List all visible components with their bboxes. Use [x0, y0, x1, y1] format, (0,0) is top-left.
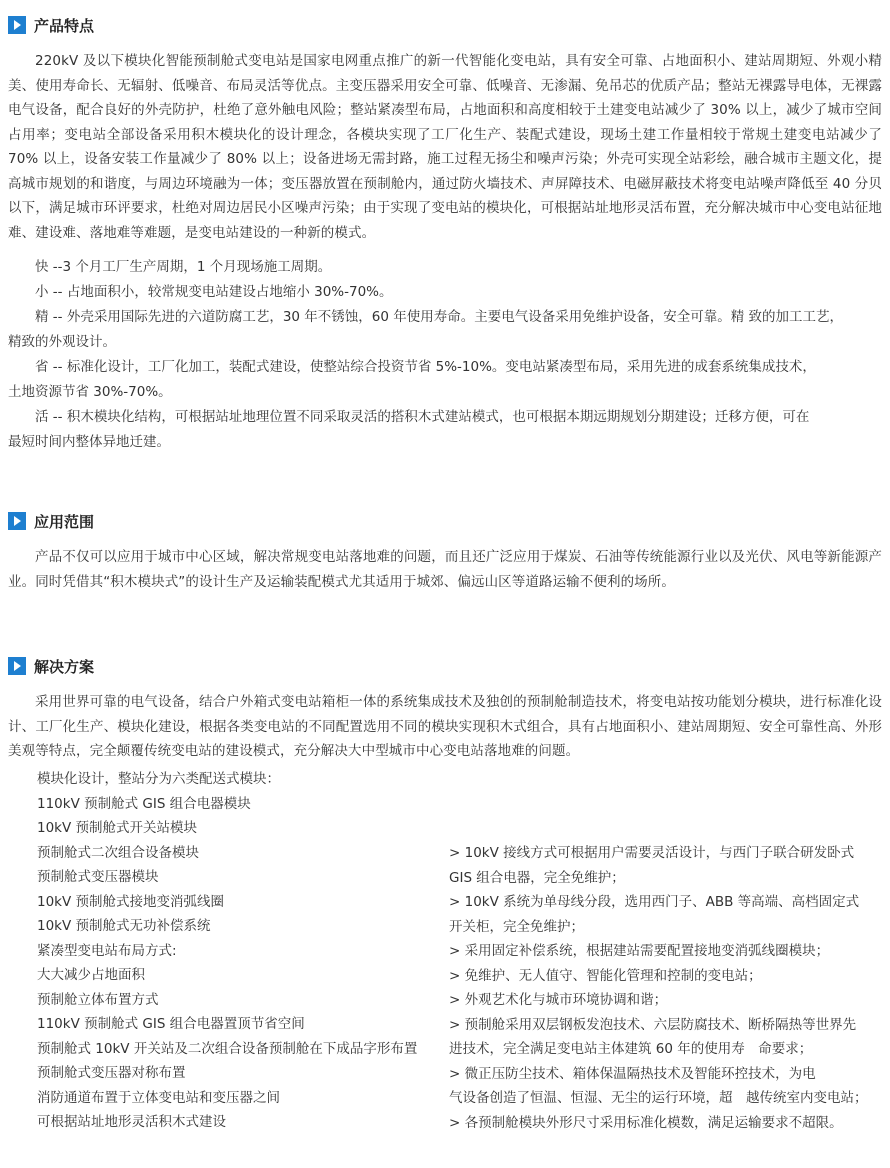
list-item: 消防通道布置于立体变电站和变压器之间 — [37, 1089, 280, 1106]
list-item: > 采用固定补偿系统，根据建站需要配置接地变消弧线圈模块； — [449, 943, 830, 959]
scope-heading — [8, 510, 94, 532]
list-item: 紧凑型变电站布局方式: — [37, 942, 177, 959]
feature-fine-line2: 精致的外观设计。 — [8, 334, 116, 350]
list-item: > 外观艺术化与城市环境协调和谐； — [449, 992, 668, 1008]
list-item: 预制舱式变压器模块 — [37, 869, 159, 885]
list-item: 预制舱式 10kV 开关站及二次组合设备预制舱在下成品字形布置 — [37, 1040, 418, 1057]
list-item: 110kV 预制舱式 GIS 组合电器模块 — [37, 795, 251, 812]
feature-flex-line1: 活 -- 积木模块化结构，可根据站址地理位置不同采取灵活的搭积木式建站模式，也可根据本期远期规划分期建设；迁移方便，可在 — [35, 409, 810, 425]
feature-fine-line1: 精 -- 外壳采用国际先进的六道防腐工艺，30 年不锈蚀，60 年使用寿命。主要电气设备采用免维护设备，安全可靠。精 致的加工工艺， — [35, 309, 844, 325]
list-item: > 10kV 系统为单母线分段，选用西门子、ABB 等高端、高档固定式 — [449, 894, 860, 910]
list-item: > 10kV 接线方式可根据用户需要灵活设计，与西门子联合研发卧式 — [449, 845, 855, 861]
list-item: 10kV 预制舱式开关站模块 — [37, 820, 198, 836]
feature-save-line1: 省 -- 标准化设计，工厂化加工，装配式建设，使整站综合投资节省 5%-10%。变电站紧凑型布局，采用先进的成套系统集成技术， — [35, 359, 816, 375]
list-item: 10kV 预制舱式接地变消弧线圈 — [37, 893, 225, 910]
solution-heading — [8, 655, 94, 677]
list-item: 预制舱立体布置方式 — [37, 991, 159, 1008]
feature-flex-line2: 最短时间内整体异地迁建。 — [8, 434, 170, 450]
scope-title: 应用范围 — [34, 512, 95, 531]
features-heading — [8, 14, 94, 36]
list-item: > 免维护、无人值守、智能化管理和控制的变电站； — [449, 967, 762, 984]
play-arrow-icon — [8, 512, 26, 530]
list-item: > 微正压防尘技术、箱体保温隔热技术及智能环控技术，为电 — [449, 1065, 816, 1082]
feature-save-line2: 土地资源节省 30%-70%。 — [8, 384, 172, 400]
solution-feature-list — [449, 841, 885, 1135]
solution-title: 解决方案 — [34, 657, 95, 676]
list-item: 预制舱式变压器对称布置 — [37, 1065, 186, 1081]
feature-fast: 快 --3 个月工厂生产周期，1 个月现场施工周期。 — [35, 259, 332, 275]
list-item: 开关柜，完全免维护； — [449, 918, 584, 935]
list-item: 大大减少占地面积 — [37, 967, 145, 983]
features-title: 产品特点 — [34, 16, 95, 35]
feature-small: 小 -- 占地面积小，较常规变电站建设占地缩小 30%-70%。 — [35, 284, 393, 300]
list-item: 110kV 预制舱式 GIS 组合电器置顶节省空间 — [37, 1016, 305, 1032]
list-item: 可根据站址地形灵活积木式建设 — [37, 1114, 226, 1130]
play-arrow-icon — [8, 657, 26, 675]
list-item: > 各预制舱模块外形尺寸采用标准化模数，满足运输要求不超限。 — [449, 1114, 843, 1131]
features-intro: 220kV 及以下模块化智能预制舱式变电站是国家电网重点推广的新一代智能化变电站，具有安全可靠、占地面积小、建站周期短、外观小精美、使用寿命长、无辐射、低噪音、布局灵活等优点。主变压器采用安全可靠、低噪音、无渗漏、免吊芯的优质产品；整站无裸露导电体，无裸露电气设备，配合良好的外壳防护，杜绝了意外触电风险；整站紧凑型布局，占地面积和高度相较于土建变电站减少了 30% 以上，减少了城市空间占用率；变电站全部设备采用积木模块化的设计理念，各模块实现了工厂化生产、装配式建设，现场土建工作量相较于常规土建变电站减少了 70% 以上，设备安装工作量减少了 80% 以上；设备进场无需封路，施工过程无扬尘和噪声污染；外壳可实现全站彩绘，融合城市主题文化，提高城市规划的和谐度，与周边环境融为一体；变压器放置在预制舱内，通过防火墙技术、声屏障技术、电磁屏蔽技术将变电站噪声降低至 40 分贝以下，满足城市环评要求，杜绝对周边居民小区噪声污染；由于实现了变电站的模块化，可根据站址地形灵活布置，充分解决城市中心变电站征地难、建设难、落地难等难题，是变电站建设的一种新的模式。 — [8, 53, 882, 241]
play-arrow-icon — [8, 16, 26, 34]
list-item: 模块化设计，整站分为六类配送式模块： — [37, 771, 280, 787]
solution-module-list — [37, 767, 447, 1135]
list-item: GIS 组合电器，完全免维护； — [449, 869, 625, 886]
list-item: 预制舱式二次组合设备模块 — [37, 844, 199, 861]
list-item: 进技术，完全满足变电站主体建筑 60 年的使用寿 命要求； — [449, 1041, 813, 1057]
list-item: 气设备创造了恒温、恒湿、无尘的运行环境，超 越传统室内变电站； — [449, 1090, 868, 1106]
list-item: 10kV 预制舱式无功补偿系统 — [37, 918, 211, 934]
solution-intro: 采用世界可靠的电气设备，结合户外箱式变电站箱柜一体的系统集成技术及独创的预制舱制造技术，将变电站按功能划分模块，进行标准化设计、工厂化生产、模块化建设，根据各类变电站的不同配置选用不同的模块实现积木式组合，具有占地面积小、建站周期短、安全可靠性高、外形美观等特点，完全颠覆传统变电站的建设模式，充分解决大中型城市中心变电站落地难的问题。 — [8, 694, 882, 759]
scope-text: 产品不仅可以应用于城市中心区域，解决常规变电站落地难的问题，而且还广泛应用于煤炭、石油等传统能源行业以及光伏、风电等新能源产业。同时凭借其“积木模块式”的设计生产及运输装配模式尤其适用于城郊、偏远山区等道路运输不便利的场所。 — [8, 549, 882, 590]
list-item: > 预制舱采用双层钢板发泡技术、六层防腐技术、断桥隔热等世界先 — [449, 1016, 857, 1033]
